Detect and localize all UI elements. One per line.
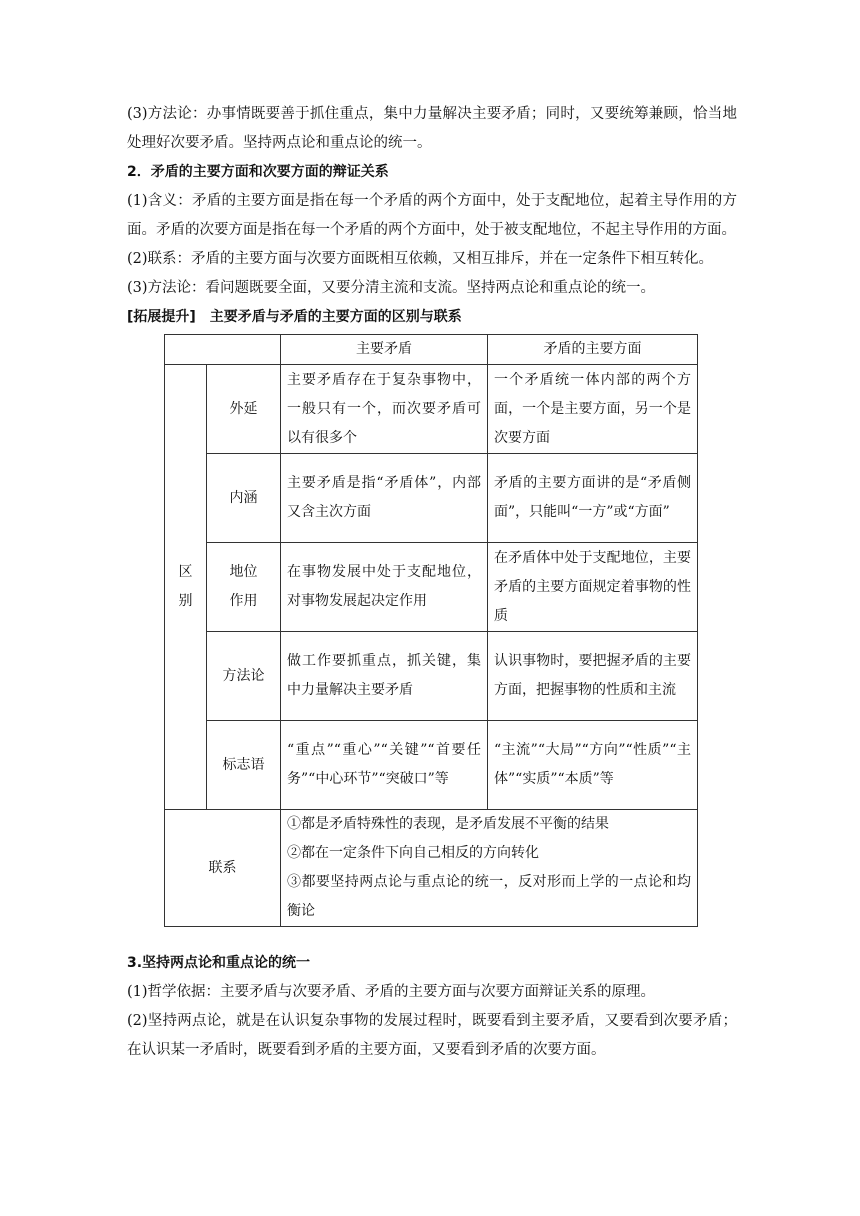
- table-corner-cell: [165, 335, 281, 365]
- group-label-difference: 区 别: [165, 365, 207, 810]
- table-row: [165, 365, 698, 454]
- table-row-connection: [165, 810, 698, 927]
- row-label: 内涵: [207, 454, 281, 543]
- connection-content: [281, 810, 698, 927]
- table-row: [165, 454, 698, 543]
- cell-main-contradiction: 主要矛盾是指“矛盾体”，内部又含主次方面: [281, 454, 488, 543]
- paragraph-philosophical-basis: (1)哲学依据：主要矛盾与次要矛盾、矛盾的主要方面与次要方面辩证关系的原理。: [127, 984, 656, 1000]
- paragraph-two-point-theory: (2)坚持两点论，就是在认识复杂事物的发展过程时，既要看到主要矛盾，又要看到次要矛盾；在认识某一矛盾时，既要看到矛盾的主要方面，又要看到矛盾的次要方面。: [127, 1013, 737, 1058]
- paragraph-relation: (2)联系：矛盾的主要方面与次要方面既相互依赖，又相互排斥，并在一定条件下相互转化。: [127, 251, 714, 267]
- table-row: [165, 632, 698, 721]
- extension-title: [拓展提升] 主要矛盾与矛盾的主要方面的区别与联系: [127, 309, 462, 325]
- paragraph-definition: (1)含义：矛盾的主要方面是指在每一个矛盾的两个方面中，处于支配地位，起着主导作用的方面。矛盾的次要方面是指在每一个矛盾的两个方面中，处于被支配地位，不起主导作用的方面。: [127, 193, 737, 238]
- comparison-table: [164, 334, 698, 927]
- cell-main-contradiction: “重点”“重心”“关键”“首要任务”“中心环节”“突破口”等: [281, 721, 488, 810]
- paragraph-methodology-2: (3)方法论：看问题既要全面，又要分清主流和支流。坚持两点论和重点论的统一。: [127, 280, 656, 296]
- table-row: [165, 721, 698, 810]
- cell-main-contradiction: 做工作要抓重点，抓关键，集中力量解决主要矛盾: [281, 632, 488, 721]
- table-row: [165, 543, 698, 632]
- row-label: 外延: [207, 365, 281, 454]
- row-label: 方法论: [207, 632, 281, 721]
- section-heading-3: 3.坚持两点论和重点论的统一: [127, 955, 311, 971]
- cell-main-aspect: 认识事物时，要把握矛盾的主要方面，把握事物的性质和主流: [488, 632, 698, 721]
- document-page: [127, 100, 737, 1065]
- paragraph-methodology-1: (3)方法论：办事情既要善于抓住重点，集中力量解决主要矛盾；同时，又要统筹兼顾，恰当地处理好次要矛盾。坚持两点论和重点论的统一。: [127, 106, 737, 151]
- cell-main-contradiction: 在事物发展中处于支配地位，对事物发展起决定作用: [281, 543, 488, 632]
- header-main-aspect: 矛盾的主要方面: [488, 335, 698, 365]
- connection-item: ①都是矛盾特殊性的表现，是矛盾发展不平衡的结果: [287, 816, 609, 832]
- row-label: 标志语: [207, 721, 281, 810]
- section-heading-2: 2．矛盾的主要方面和次要方面的辩证关系: [127, 164, 389, 180]
- table-header-row: [165, 335, 698, 365]
- cell-main-aspect: 矛盾的主要方面讲的是“矛盾侧面”，只能叫“一方”或“方面”: [488, 454, 698, 543]
- cell-main-aspect: 一个矛盾统一体内部的两个方面，一个是主要方面，另一个是次要方面: [488, 365, 698, 454]
- header-main-contradiction: 主要矛盾: [281, 335, 488, 365]
- cell-main-aspect: “主流”“大局”“方向”“性质”“主体”“实质”“本质”等: [488, 721, 698, 810]
- cell-main-contradiction: 主要矛盾存在于复杂事物中，一般只有一个，而次要矛盾可以有很多个: [281, 365, 488, 454]
- connection-item: ③都要坚持两点论与重点论的统一，反对形而上学的一点论和均衡论: [287, 874, 691, 919]
- row-label: 地位 作用: [207, 543, 281, 632]
- connection-label: 联系: [165, 810, 281, 927]
- cell-main-aspect: 在矛盾体中处于支配地位，主要矛盾的主要方面规定着事物的性质: [488, 543, 698, 632]
- connection-item: ②都在一定条件下向自己相反的方向转化: [287, 845, 539, 861]
